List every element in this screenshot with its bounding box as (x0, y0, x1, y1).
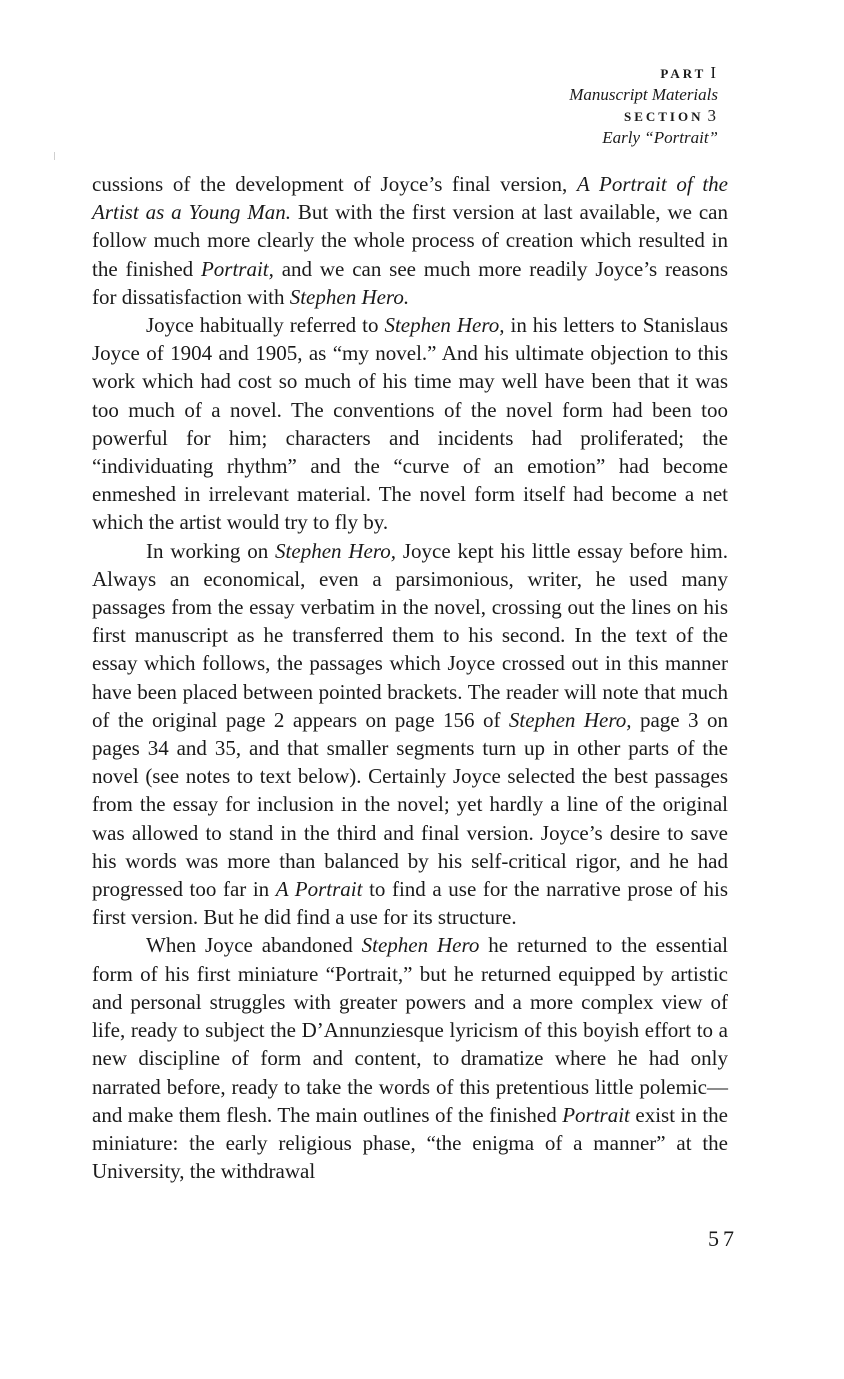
body-text (92, 170, 728, 1185)
paragraph (92, 931, 728, 1185)
text-run: When Joyce abandoned (146, 933, 362, 958)
paragraph (92, 311, 728, 537)
text-run: But with the first version at last available, we can follow much more clearly the whole process of creation which resulted in the finished (92, 200, 728, 281)
text-run: In working on (146, 538, 276, 563)
text-run: and we can see much more readily Joyce’s reasons for dissatisfaction with (92, 256, 729, 309)
italic-text-run: Stephen Hero (361, 933, 480, 958)
paragraph (92, 537, 728, 932)
running-head-part (569, 62, 718, 84)
part-title: Manuscript Materials (569, 85, 718, 104)
text-run: to find a use for the narrative prose of his first version. But he did find a use for its structure. (92, 877, 728, 930)
text-run: cussions of the development of Joyce’s final version, (92, 172, 577, 196)
italic-text-run: Portrait (562, 1102, 630, 1127)
text-run: exist in the miniature: the early religious phase, “the enigma of a manner” at the University, the withdrawal (92, 1102, 728, 1184)
section-label: SECTION (623, 109, 704, 124)
part-label: PART (660, 66, 707, 81)
running-head-section (569, 105, 718, 127)
part-number: I (710, 63, 718, 82)
italic-text-run: Portrait, (200, 256, 274, 281)
section-title: Early “Portrait” (602, 128, 718, 147)
text-run: page 3 on pages 34 and 35, and that smaller segments turn up in other parts of the novel (see notes to text below). Certainly Joyce selected the best passages from the essay for inclusion in the novel; yet hardly a line of the original was allowed to stand in the third and final version. Joyce’s desire to save his words was more than balanced by his self-critical rigor, and he had progressed too far in (92, 707, 728, 902)
section-number: 3 (707, 106, 718, 125)
italic-text-run: A Portrait of the Artist as a Young Man. (92, 172, 728, 225)
italic-text-run: Stephen Hero, (275, 538, 397, 563)
page-number: 57 (708, 1226, 738, 1251)
text-run: Joyce kept his little essay before him. Always an economical, even a parsimonious, writer, he used many passages from the essay verbatim in the novel, crossing out the lines on his first manuscript as he transferred them to his second. In the text of the essay which follows, the passages which Joyce crossed out in this manner have been placed between pointed brackets. The reader will note that much of the original page 2 appears on page 156 of (92, 538, 728, 732)
text-run: he returned to the essential form of his first miniature “Portrait,” but he returned equipped by artistic and personal struggles with greater powers and a more complex view of life, ready to subject the D’Annunziesque lyricism of this boyish effort to a new discipline of form and content, to dramatize where he had only narrated before, ready to take the words of this pretentious little polemic—and make them flesh. The main outlines of the finished (92, 933, 729, 1127)
text-run: in his letters to Stanislaus Joyce of 1904 and 1905, as “my novel.” And his ultimate objection to this work which had cost so much of his time may well have been that it was too much of a novel. The conventions of the novel form had been too powerful for him; characters and incidents had proliferated; the “individuating rhythm” and the “curve of an emotion” had become enmeshed in irrelevant material. The novel form itself had become a net which the artist would try to fly by. (92, 313, 728, 535)
text-run: Joyce habitually referred to (146, 313, 385, 338)
italic-text-run: Stephen Hero, (384, 313, 505, 338)
margin-mark (54, 152, 55, 160)
running-head (569, 62, 718, 148)
paragraph (92, 170, 728, 311)
italic-text-run: A Portrait (275, 877, 363, 902)
italic-text-run: Stephen Hero, (508, 707, 632, 732)
italic-text-run: Stephen Hero. (289, 284, 410, 309)
